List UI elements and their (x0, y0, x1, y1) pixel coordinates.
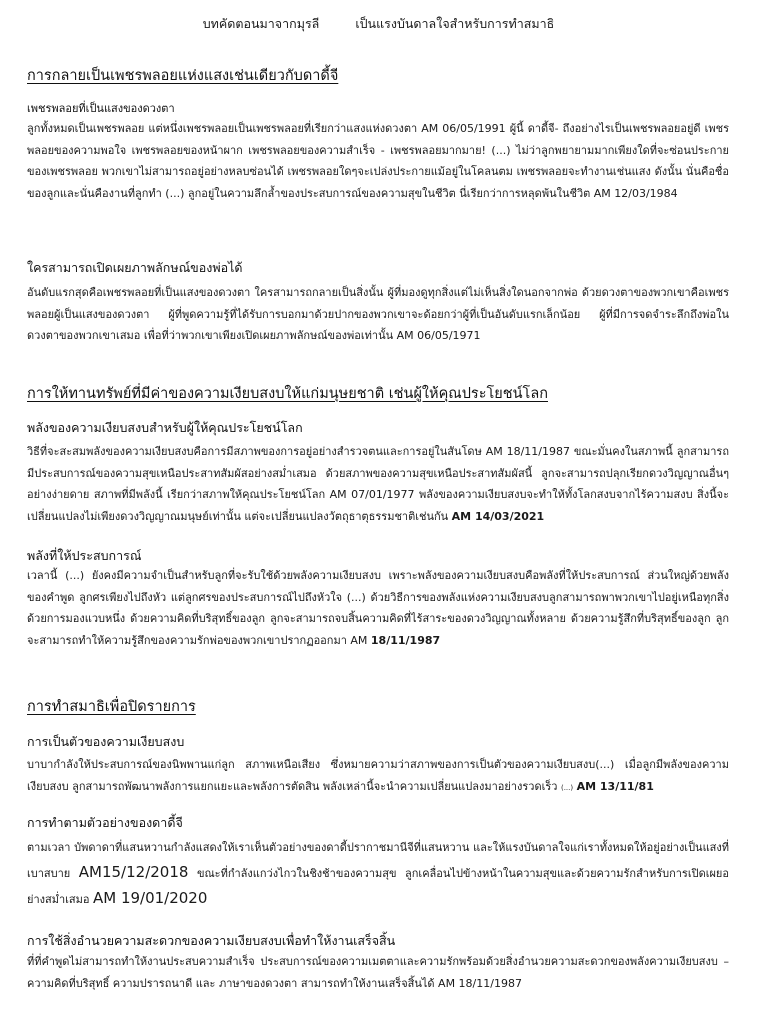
section-1 (27, 64, 729, 87)
section-1-para-2-wrap (27, 282, 729, 347)
section-3-paragraph-2-date-1: AM15/12/2018 (78, 863, 189, 881)
section-3-paragraph-1 (27, 754, 729, 799)
section-1-title: การกลายเป็นเพชรพลอยแห่งแสงเช่นเดียวกับดาดี้จี (27, 68, 339, 84)
section-2-paragraph-1-date: AM 14/03/2021 (451, 509, 545, 523)
section-3-subheading-2: การทำตามตัวอย่างของดาดี้จี (27, 815, 183, 830)
section-2 (27, 382, 729, 405)
section-3-para-2-wrap (27, 835, 729, 912)
section-3-para-1-wrap (27, 754, 729, 799)
section-2-sub-1 (27, 418, 729, 438)
section-3-paragraph-2-text-b: ขณะที่กำลังแกว่งไกวในชิงช้าของความสุข ลูกเคลื่อนไปข้างหน้าในความสุขและด้วยความรักสำหรับการเปิดเผยอย่างสม่ำเสมอ (27, 867, 729, 906)
section-3-paragraph-1-ellipsis: (...) (560, 783, 574, 792)
section-3-sub-2 (27, 813, 729, 833)
section-3-title: การทำสมาธิเพื่อปิดรายการ (27, 699, 196, 715)
section-2-paragraph-2 (27, 565, 729, 651)
section-3-paragraph-2 (27, 835, 729, 912)
section-3-paragraph-1-text: บาบากำลังให้ประสบการณ์ของนิพพานแก่ลูก สภาพเหนือเสียง ซึ่งหมายความว่าสภาพของการเป็นตัวของความเงียบสงบ(...) เมื่อลูกมีพลังของความเงียบสงบ ลูกสามารถพัฒนาพลังการแยกแยะและพลังการตัดสิน พลังเหล่านี้จะนำความเปลี่ยนแปลงมาอย่างรวดเร็ว (27, 758, 729, 793)
section-1-subheading-2: ใครสามารถเปิดเผยภาพลักษณ์ของพ่อได้ (27, 260, 243, 275)
section-2-title: การให้ทานทรัพย์ที่มีค่าของความเงียบสงบให้แก่มนุษยชาติ เช่นผู้ให้คุณประโยชน์โลก (27, 386, 548, 402)
section-1-subheading-1: เพชรพลอยที่เป็นแสงของดวงตา (27, 102, 175, 115)
section-3-sub-1 (27, 732, 729, 752)
section-1-paragraph-2: อันดับแรกสุดคือเพชรพลอยที่เป็นแสงของดวงตา ใครสามารถกลายเป็นสิ่งนั้น ผู้ที่มองดูทุกสิ่งแต่ไม่เห็นสิ่งใดนอกจากพ่อ ด้วยดวงตาของพวกเขาคือเพชรพลอยผู้เป็นแสงของดวงตา ผู้ที่พูดความรู้ที่ได้รับการบอกมาด้วยปากของพวกเขาจะด้อยกว่าผู้ที่เป็นอันดับแรกเล็กน้อย ผู้ที่มีการจดจำระลึกถึงพ่อในดวงตาของพวกเขาเสมอ เพื่อที่ว่าพวกเขาเพียงเปิดเผยภาพลักษณ์ของพ่อเท่านั้น AM 06/05/1971 (27, 286, 729, 342)
section-2-sub-2 (27, 546, 729, 566)
section-1-para-1-wrap (27, 118, 729, 204)
section-1-paragraph-1: ลูกทั้งหมดเป็นเพชรพลอย แต่หนึ่งเพชรพลอยเป็นเพชรพลอยที่เรียกว่าแสงแห่งดวงตา AM 06/05/1991 ผู้นี้ ดาดี้จี- ถึงอย่างไรเป็นเพชรพลอยอยู่ดี เพชรพลอยของความพอใจ เพชรพลอยของหน้าผาก เพชรพลอยของความสำเร็จ - เพชรพลอยมากมาย! (...) ไม่ว่าลูกพยายามมากเพียงใดที่จะซ่อนประกายของเพชรพลอย พวกเขาไม่สามารถอยู่อย่างหลบซ่อนได้ เพชรพลอยใดๆจะเปล่งประกายแม้อยู่ในโคลนตม เพชรพลอยจะทำงานเช่นแสง ดังนั้น นั่นคือชื่อของลูกและนั่นคืองานที่ลูกทำ (...) ลูกอยู่ในความลึกล้ำของประสบการณ์ของความสุขในชีวิต นี่เรียกว่าการหลุดพ้นในชีวิต AM 12/03/1984 (27, 122, 729, 200)
section-2-para-1-wrap (27, 441, 729, 527)
section-1-sub-2 (27, 258, 729, 278)
section-3-subheading-3: การใช้สิ่งอำนวยความสะดวกของความเงียบสงบเพื่อทำให้งานเสร็จสิ้น (27, 933, 396, 948)
section-2-paragraph-1-text: วิธีที่จะสะสมพลังของความเงียบสงบคือการมีสภาพของการอยู่อย่างสำรวจตนและการอยู่ในสันโดษ AM 18/11/1987 ขณะมั่นคงในสภาพนี้ ลูกสามารถมีประสบการณ์ของความสุขเหนือประสาทสัมผัสอย่างสม่ำเสมอ ด้วยสภาพของความสุขเหนือประสาทสัมผัสนี้ ลูกจะสามารถปลุกเรียกดวงวิญญาณอื่นๆอย่างง่ายดาย สภาพที่มีพลังนี้ เรียกว่าสภาพให้คุณประโยชน์โลก AM 07/01/1977 พลังของความเงียบสงบจะทำให้ทั้งโลกสงบจากไร้ความสงบ สิ่งนี้จะเปลี่ยนแปลงไม่เพียงดวงวิญญาณมนุษย์เท่านั้น แต่จะเปลี่ยนแปลงวัตถุธาตุธรรมชาติเช่นกัน (27, 445, 729, 523)
document-header (0, 14, 757, 34)
section-1-sub-1 (27, 99, 729, 117)
section-3-paragraph-2-text-a: ตามเวลา บัพดาดาที่แสนหวานกำลังแสดงให้เราเห็นตัวอย่างของดาดี้ปรากาชมานีจีที่แสนหวาน และให้แรงบันดาลใจแก่เราทั้งหมดให้อยู่อย่างเป็นแสงที่เบาสบาย (27, 841, 729, 880)
section-2-paragraph-2-date: 18/11/1987 (370, 633, 441, 647)
section-2-paragraph-2-text: เวลานี้ (...) ยังคงมีความจำเป็นสำหรับลูกที่จะรับใช้ด้วยพลังความเงียบสงบ เพราะพลังของความเงียบสงบคือพลังที่ให้ประสบการณ์ ส่วนใหญ่ด้วยพลังของคำพูด ลูกศรเพียงไปถึงหัว แต่ลูกศรของประสบการณ์ไปถึงหัวใจ (...) ด้วยวิธีการของพลังแห่งความเงียบสงบลูกสามารถพาพวกเขาไปอยู่เหนือทุกสิ่งด้วยการมองแวบหนึ่ง ด้วยความคิดที่บริสุทธิ์ของลูก ลูกจะสามารถจบสิ้นความคิดที่ไร้สาระของดวงวิญญาณทั้งหลาย ด้วยความรู้สึกที่บริสุทธิ์ของลูก ลูกจะสามารถทำให้ความรู้สึกของความรักพ่อของพวกเขาปรากฏออกมา AM (27, 569, 729, 647)
section-3-para-3-wrap (27, 951, 729, 994)
section-3-paragraph-2-date-2: AM 19/01/2020 (92, 889, 208, 907)
section-3-paragraph-1-date: AM 13/11/81 (576, 779, 654, 793)
header-source: บทคัดตอนมาจากมุรลี (202, 16, 320, 31)
section-3-paragraph-3: ที่ที่คำพูดไม่สามารถทำให้งานประสบความสำเร็จ ประสบการณ์ของความเมตตาและความรักพร้อมด้วยสิ่งอำนวยความสะดวกของพลังความเงียบสงบ – ความคิดที่บริสุทธิ์ ความปรารถนาดี และ ภาษาของดวงตา สามารถทำให้งานเสร็จสิ้นได้ AM 18/11/1987 (27, 955, 729, 990)
section-3 (27, 695, 729, 718)
section-3-sub-3 (27, 931, 729, 951)
section-2-paragraph-1 (27, 441, 729, 527)
section-2-subheading-1: พลังของความเงียบสงบสำหรับผู้ให้คุณประโยชน์โลก (27, 420, 303, 435)
header-purpose: เป็นแรงบันดาลใจสำหรับการทำสมาธิ (355, 16, 555, 31)
section-3-subheading-1: การเป็นตัวของความเงียบสงบ (27, 734, 185, 749)
section-2-subheading-2: พลังที่ให้ประสบการณ์ (27, 548, 142, 563)
section-2-para-2-wrap (27, 565, 729, 651)
